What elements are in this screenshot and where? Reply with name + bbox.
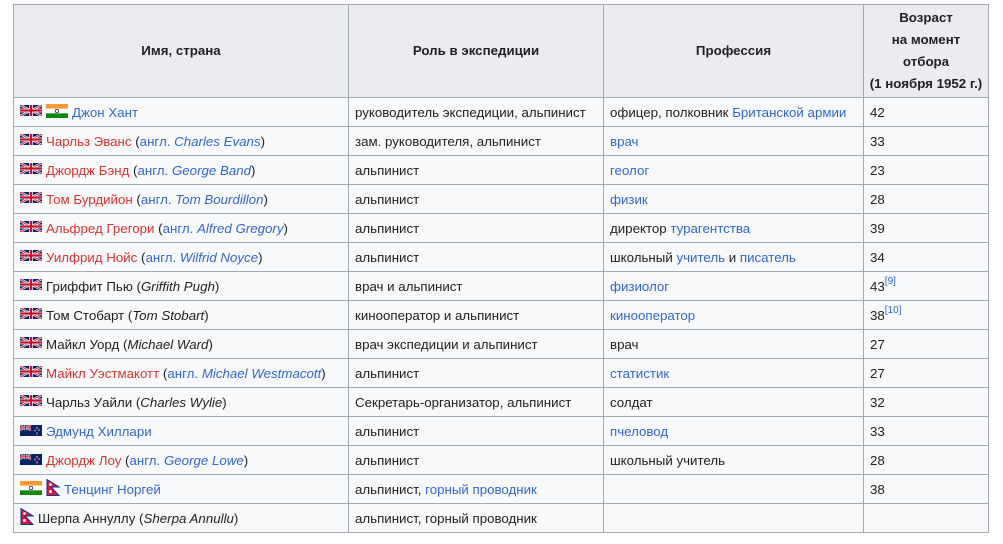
role-text: Секретарь-организатор, альпинист — [355, 394, 572, 410]
age-cell — [864, 127, 989, 156]
profession-text: школьный учитель — [610, 452, 726, 468]
india-flag-icon[interactable] — [20, 481, 42, 498]
name-cell: Шерпа Аннуллу ( Sherpa Annullu ) — [14, 504, 349, 533]
profession-link[interactable]: кинооператор — [610, 307, 696, 323]
table-row — [14, 330, 989, 359]
role-text: зам. руководителя, альпинист — [355, 133, 541, 149]
original-name: George Band — [171, 162, 252, 178]
member-name-link[interactable]: Джордж Бэнд — [46, 162, 130, 178]
name-cell: Майкл Уэстмакотт ( англ. Michael Westmacott ) — [14, 359, 349, 388]
role-text: врач экспедиции и альпинист — [355, 336, 538, 352]
role-cell — [349, 388, 604, 417]
profession-cell — [604, 388, 864, 417]
profession-text: офицер, полковник — [610, 104, 733, 120]
member-name-link[interactable]: Тенцинг Норгей — [64, 481, 161, 497]
india-flag-icon[interactable] — [46, 104, 68, 121]
age-cell — [864, 156, 989, 185]
age-header-line: Возраст — [899, 10, 953, 25]
name-cell: Гриффит Пью ( Griffith Pugh ) — [14, 272, 349, 301]
original-name: Michael Westmacott — [201, 365, 322, 381]
profession-text: директор — [610, 220, 671, 236]
role-text: альпинист — [355, 365, 420, 381]
name-cell: Уилфрид Нойс ( англ. Wilfrid Noyce ) — [14, 243, 349, 272]
profession-cell — [604, 272, 864, 301]
profession-text: школьный — [610, 249, 677, 265]
age-value: 38 — [870, 481, 885, 497]
reference-link[interactable]: [9] — [884, 276, 896, 288]
profession-cell — [604, 98, 864, 127]
age-value: 39 — [870, 220, 885, 236]
uk-flag-icon[interactable] — [20, 278, 42, 294]
profession-cell — [604, 446, 864, 475]
role-cell — [349, 243, 604, 272]
original-name: George Lowe — [163, 452, 244, 468]
age-value: 28 — [870, 191, 885, 207]
age-cell — [864, 388, 989, 417]
member-name-link[interactable]: Уилфрид Нойс — [46, 249, 138, 265]
uk-flag-icon[interactable] — [20, 336, 42, 352]
name-cell: Том Бурдийон ( англ. Tom Bourdillon ) — [14, 185, 349, 214]
role-cell — [349, 330, 604, 359]
age-cell — [864, 504, 989, 533]
language-prefix-link[interactable]: англ. — [139, 133, 171, 149]
uk-flag-icon[interactable] — [20, 162, 42, 178]
original-name: Tom Bourdillon — [175, 191, 264, 207]
profession-link[interactable]: Британской армии — [732, 104, 847, 120]
age-cell — [864, 301, 989, 330]
role-cell — [349, 504, 604, 533]
role-cell — [349, 185, 604, 214]
expedition-members-table — [13, 4, 989, 533]
column-header-role[interactable]: Роль в экспедиции — [349, 5, 604, 98]
table-row — [14, 417, 989, 446]
profession-text: и — [725, 249, 740, 265]
role-cell — [349, 127, 604, 156]
profession-cell — [604, 185, 864, 214]
age-value: 42 — [870, 104, 885, 120]
table-row — [14, 98, 989, 127]
profession-cell — [604, 359, 864, 388]
role-text: альпинист — [355, 423, 420, 439]
age-value: 27 — [870, 365, 885, 381]
age-cell — [864, 98, 989, 127]
table-row — [14, 359, 989, 388]
language-prefix-link[interactable]: англ. — [162, 220, 194, 236]
role-cell — [349, 98, 604, 127]
original-name: Wilfrid Noyce — [179, 249, 259, 265]
profession-text: врач — [610, 336, 639, 352]
name-cell — [14, 98, 349, 127]
uk-flag-icon[interactable] — [20, 307, 42, 323]
member-name: Чарльз Уайли — [46, 394, 133, 410]
table-row — [14, 388, 989, 417]
age-value: 34 — [870, 249, 885, 265]
role-text: альпинист, — [355, 481, 426, 497]
role-cell — [349, 475, 604, 504]
profession-link[interactable]: физиолог — [610, 278, 670, 294]
original-name: Michael Ward — [127, 336, 209, 352]
uk-flag-icon[interactable] — [20, 191, 42, 207]
age-value: 33 — [870, 423, 885, 439]
age-cell — [864, 359, 989, 388]
member-name-link[interactable]: Джордж Лоу — [46, 452, 122, 468]
age-header-line: отбора — [902, 54, 950, 69]
name-cell: Альфред Грегори ( англ. Alfred Gregory ) — [14, 214, 349, 243]
member-name: Майкл Уорд — [46, 336, 120, 352]
table-row — [14, 272, 989, 301]
original-name: Sherpa Annullu — [143, 510, 234, 526]
table-row — [14, 446, 989, 475]
uk-flag-icon[interactable] — [20, 220, 42, 236]
profession-link[interactable]: писатель — [739, 249, 796, 265]
reference-link[interactable]: [10] — [884, 305, 902, 317]
column-header-name[interactable]: Имя, страна — [14, 5, 349, 98]
age-cell — [864, 272, 989, 301]
uk-flag-icon[interactable] — [20, 104, 42, 120]
name-cell: Чарльз Эванс ( англ. Charles Evans ) — [14, 127, 349, 156]
age-cell — [864, 475, 989, 504]
language-prefix-link[interactable]: англ. — [145, 249, 177, 265]
age-value: 38 — [870, 307, 885, 323]
profession-link[interactable]: статистик — [610, 365, 670, 381]
table-row — [14, 243, 989, 272]
profession-link[interactable]: врач — [610, 133, 639, 149]
name-cell: Чарльз Уайли ( Charles Wylie ) — [14, 388, 349, 417]
uk-flag-icon[interactable] — [20, 133, 42, 149]
original-name: Alfred Gregory — [197, 220, 284, 236]
role-text: альпинист, горный проводник — [355, 510, 537, 526]
role-text: альпинист — [355, 452, 420, 468]
profession-link[interactable]: физик — [610, 191, 648, 207]
original-name: Charles Evans — [174, 133, 261, 149]
age-value: 27 — [870, 336, 885, 352]
language-prefix-link[interactable]: англ. — [129, 452, 161, 468]
member-name-link[interactable]: Джон Хант — [72, 104, 139, 120]
role-link[interactable]: горный проводник — [425, 481, 537, 497]
table-row — [14, 156, 989, 185]
profession-link[interactable]: пчеловод — [610, 423, 669, 439]
table-row — [14, 301, 989, 330]
name-cell: Майкл Уорд ( Michael Ward ) — [14, 330, 349, 359]
member-name-link[interactable]: Альфред Грегори — [46, 220, 155, 236]
column-header-age[interactable] — [864, 5, 989, 98]
uk-flag-icon[interactable] — [20, 249, 42, 265]
profession-cell — [604, 301, 864, 330]
table-row — [14, 475, 989, 504]
profession-link[interactable]: геолог — [610, 162, 650, 178]
member-name: Гриффит Пью — [46, 278, 133, 294]
profession-cell — [604, 475, 864, 504]
role-cell — [349, 272, 604, 301]
original-name: Griffith Pugh — [140, 278, 215, 294]
role-cell — [349, 359, 604, 388]
table-row — [14, 127, 989, 156]
age-cell — [864, 243, 989, 272]
profession-cell — [604, 214, 864, 243]
nz-flag-icon[interactable] — [20, 424, 42, 439]
role-cell — [349, 446, 604, 475]
name-cell — [14, 417, 349, 446]
age-cell — [864, 185, 989, 214]
column-header-profession[interactable]: Профессия — [604, 5, 864, 98]
age-value: 32 — [870, 394, 885, 410]
name-cell: Джордж Лоу ( англ. George Lowe ) — [14, 446, 349, 475]
role-cell — [349, 417, 604, 446]
profession-cell — [604, 330, 864, 359]
age-value: 43 — [870, 278, 885, 294]
member-name-link[interactable]: Том Бурдийон — [46, 191, 133, 207]
age-value: 28 — [870, 452, 885, 468]
age-header-line: (1 ноября 1952 г.) — [869, 76, 983, 91]
member-name-link[interactable]: Чарльз Эванс — [46, 133, 132, 149]
table-row — [14, 214, 989, 243]
table-row — [14, 185, 989, 214]
profession-cell — [604, 156, 864, 185]
nz-flag-icon[interactable] — [20, 453, 42, 468]
profession-cell — [604, 243, 864, 272]
original-name: Tom Stobart — [132, 307, 205, 323]
uk-flag-icon[interactable] — [20, 365, 42, 381]
language-prefix-link[interactable]: англ. — [140, 191, 172, 207]
table-header-row — [14, 5, 989, 98]
name-cell: Том Стобарт ( Tom Stobart ) — [14, 301, 349, 330]
language-prefix-link[interactable]: англ. — [167, 365, 199, 381]
member-name-link[interactable]: Майкл Уэстмакотт — [46, 365, 160, 381]
role-cell — [349, 156, 604, 185]
role-cell — [349, 301, 604, 330]
uk-flag-icon[interactable] — [20, 394, 42, 410]
name-cell — [14, 475, 349, 504]
profession-text: солдат — [610, 394, 653, 410]
name-cell: Джордж Бэнд ( англ. George Band ) — [14, 156, 349, 185]
age-value: 23 — [870, 162, 885, 178]
age-cell — [864, 214, 989, 243]
nepal-flag-icon[interactable] — [46, 479, 60, 499]
role-cell — [349, 214, 604, 243]
role-text: руководитель экспедиции, альпинист — [355, 104, 586, 120]
language-prefix-link[interactable]: англ. — [137, 162, 169, 178]
role-text: альпинист — [355, 191, 420, 207]
role-text: альпинист — [355, 220, 420, 236]
member-name: Том Стобарт — [46, 307, 125, 323]
age-cell — [864, 446, 989, 475]
profession-cell — [604, 504, 864, 533]
nepal-flag-icon[interactable] — [20, 508, 34, 528]
member-name-link[interactable]: Эдмунд Хиллари — [46, 423, 152, 439]
age-cell — [864, 330, 989, 359]
original-name: Charles Wylie — [140, 394, 223, 410]
profession-link[interactable]: турагентства — [670, 220, 751, 236]
role-text: врач и альпинист — [355, 278, 463, 294]
role-text: альпинист — [355, 162, 420, 178]
age-cell — [864, 417, 989, 446]
age-header-line: на момент — [891, 32, 961, 47]
profession-link[interactable]: учитель — [676, 249, 726, 265]
age-value: 33 — [870, 133, 885, 149]
member-name: Шерпа Аннуллу — [38, 510, 136, 526]
role-text: кинооператор и альпинист — [355, 307, 520, 323]
profession-cell — [604, 127, 864, 156]
role-text: альпинист — [355, 249, 420, 265]
profession-cell — [604, 417, 864, 446]
table-row — [14, 504, 989, 533]
